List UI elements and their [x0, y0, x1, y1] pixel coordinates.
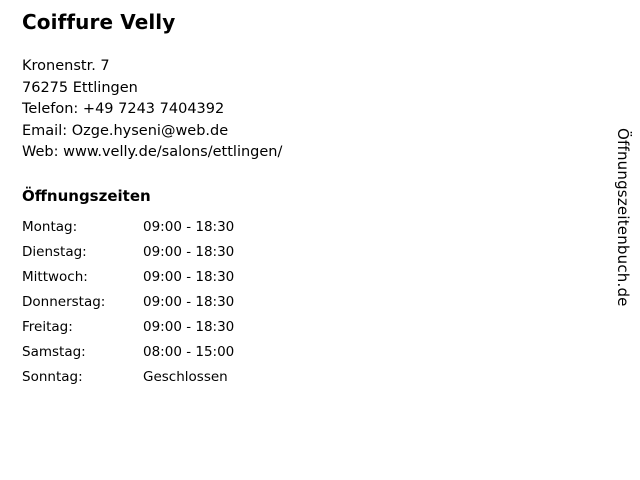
- day-label: Sonntag:: [22, 368, 83, 385]
- day-label: Freitag:: [22, 318, 73, 335]
- day-hours: 09:00 - 18:30: [143, 268, 235, 285]
- table-row: [22, 320, 234, 345]
- table-row: [22, 245, 234, 270]
- day-label: Samstag:: [22, 343, 86, 360]
- opening-hours-heading: Öffnungszeiten: [22, 186, 151, 205]
- day-hours: 08:00 - 15:00: [143, 343, 235, 360]
- business-info: [22, 10, 582, 395]
- table-row: [22, 270, 234, 295]
- table-row: [22, 370, 234, 395]
- email-line: Email: Ozge.hyseni@web.de: [22, 122, 229, 139]
- page-title: Coiffure Velly: [22, 10, 176, 34]
- day-label: Mittwoch:: [22, 268, 88, 285]
- address-city: 76275 Ettlingen: [22, 79, 138, 96]
- day-label: Montag:: [22, 218, 78, 235]
- table-row: [22, 295, 234, 320]
- watermark-brand: [612, 128, 638, 348]
- day-label: Dienstag:: [22, 243, 87, 260]
- day-hours: 09:00 - 18:30: [143, 293, 235, 310]
- day-hours: 09:00 - 18:30: [143, 318, 235, 335]
- watermark-text: Öffnungszeitenbuch.de: [614, 128, 632, 307]
- day-hours: 09:00 - 18:30: [143, 243, 235, 260]
- day-label: Donnerstag:: [22, 293, 106, 310]
- address-street: Kronenstr. 7: [22, 58, 110, 74]
- day-hours: 09:00 - 18:30: [143, 218, 235, 235]
- table-row: [22, 345, 234, 370]
- day-hours: Geschlossen: [143, 368, 228, 385]
- opening-hours-table: [22, 220, 234, 395]
- website-line: Web: www.velly.de/salons/ettlingen/: [22, 144, 283, 160]
- table-row: [22, 220, 234, 245]
- phone-line: Telefon: +49 7243 7404392: [22, 101, 225, 117]
